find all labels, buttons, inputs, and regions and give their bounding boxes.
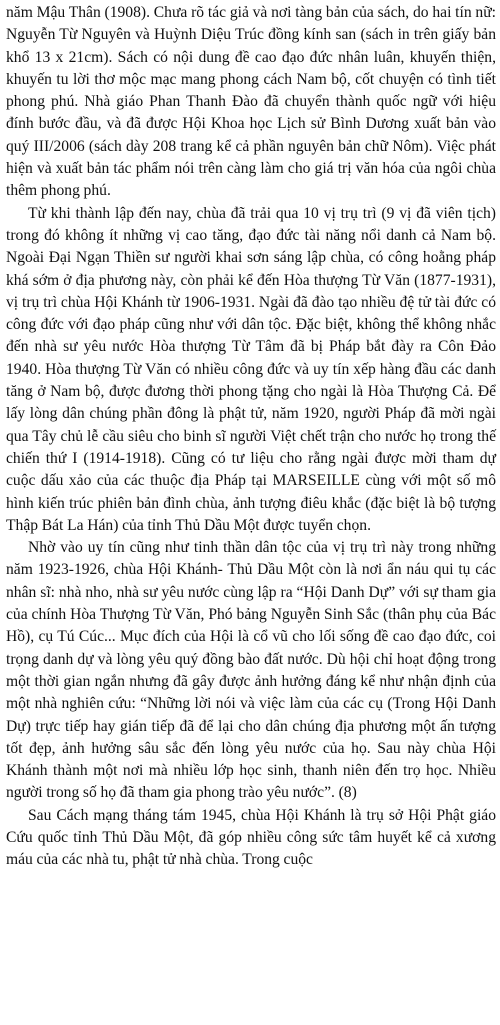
paragraph-abbots-history: Từ khi thành lập đến nay, chùa đã trải qua 10 vị trụ trì (9 vị đã viên tịch) trong đó không ít những vị cao tăng, đạo đức tài năng nổi danh cả Nam bộ. Ngoài Đại Ngạn Thiền sư người khai sơn sáng lập chùa, có công hoằng pháp khá sớm ở địa phương này, còn phải kể đến Hòa thượng Từ Văn (1877-1931), vị trụ trì chùa Hội Khánh từ 1906-1931. Ngài đã đào tạo nhiều đệ tử tài đức có công đức với đạo pháp cũng như với dân tộc. Đặc biệt, không thể không nhắc đến nhà sư yêu nước Hòa thượng Từ Tâm đã bị Pháp bắt đày ra Côn Đảo 1940. Hòa thượng Từ Văn có nhiều công đức và uy tín xếp hàng đầu các danh tăng ở Nam bộ, được đương thời phong tặng cho ngài là Hòa Thượng Cả. Để lấy lòng dân chúng phần đông là phật tử, năm 1920, người Pháp đã mời ngài qua Tây chủ lễ cầu siêu cho binh sĩ người Việt chết trận cho nước họ trong thế chiến thứ I (1914-1918). Cũng có tư liệu cho rằng ngài được mời tham dự cuộc dấu xảo của các thuộc địa Pháp tại MARSEILLE cùng với một số mô hình kiến trúc phiên bản đình chùa, ảnh tượng điêu khắc (đặc biệt là bộ tượng Thập Bát La Hán) của tỉnh Thủ Dầu Một được tuyển chọn. xyxy=(6,204,496,534)
paragraph-book-publication: năm Mậu Thân (1908). Chưa rõ tác giả và nơi tàng bản của sách, do hai tín nữ: Nguyễn Từ Nguyên và Huỳnh Diệu Trúc đồng kính san (sách in trên giấy bản khổ 13 x 21cm). Sách có nội dung đề cao đạo đức nhân luân, khuyến thiện, khuyến tu lời thơ mộc mạc mang phong cách Nam bộ, cốt chuyện có tình tiết phong phú. Nhà giáo Phan Thanh Đào đã chuyển thành quốc ngữ với hiệu đính bước đầu, và đã được Hội Khoa học Lịch sử Bình Dương xuất bản vào quý III/2006 (sách dày 208 trang kể cả phần nguyên bản chữ Nôm). Việc phát hiện và xuất bản tác phẩm nói trên càng làm cho giá trị văn hóa của ngôi chùa thêm phong phú. xyxy=(6,4,496,200)
paragraph-after-revolution: Sau Cách mạng tháng tám 1945, chùa Hội Khánh là trụ sở Hội Phật giáo Cứu quốc tỉnh Thủ Dầu Một, đã góp nhiều công sức tâm huyết kể cả xương máu của các nhà tu, phật tử nhà chùa. Trong cuộc xyxy=(6,806,496,869)
paragraph-patriotic-society: Nhờ vào uy tín cũng như tinh thần dân tộc của vị trụ trì này trong những năm 1923-1926, chùa Hội Khánh- Thủ Dầu Một còn là nơi ẩn náu qui tụ các nhân sĩ: nhà nho, nhà sư yêu nước cùng lập ra “Hội Danh Dự” với sự tham gia của chính Hòa Thượng Từ Văn, Phó bảng Nguyễn Sinh Sắc (thân phụ của Bác Hồ), cụ Tú Cúc... Mục đích của Hội là cổ vũ cho lối sống đề cao đạo đức, coi trọng danh dự và lòng yêu quý đồng bào đất nước. Dù hội chỉ hoạt động trong một thời gian ngắn nhưng đã gây được ảnh hưởng đáng kể như nhận định của một nhà nghiên cứu: “Những lời nói và việc làm của các cụ (Trong Hội Danh Dự) trực tiếp hay gián tiếp đã để lại cho dân chúng địa phương một ấn tượng tốt đẹp, ảnh hưởng sâu sắc đến lòng yêu nước của họ. Sau này chùa Hội Khánh thành một nơi mà nhiều lớp học sinh, thanh niên đến trọ học. Nhiều người trong số họ đã tham gia phong trào yêu nước”. (8) xyxy=(6,539,496,802)
